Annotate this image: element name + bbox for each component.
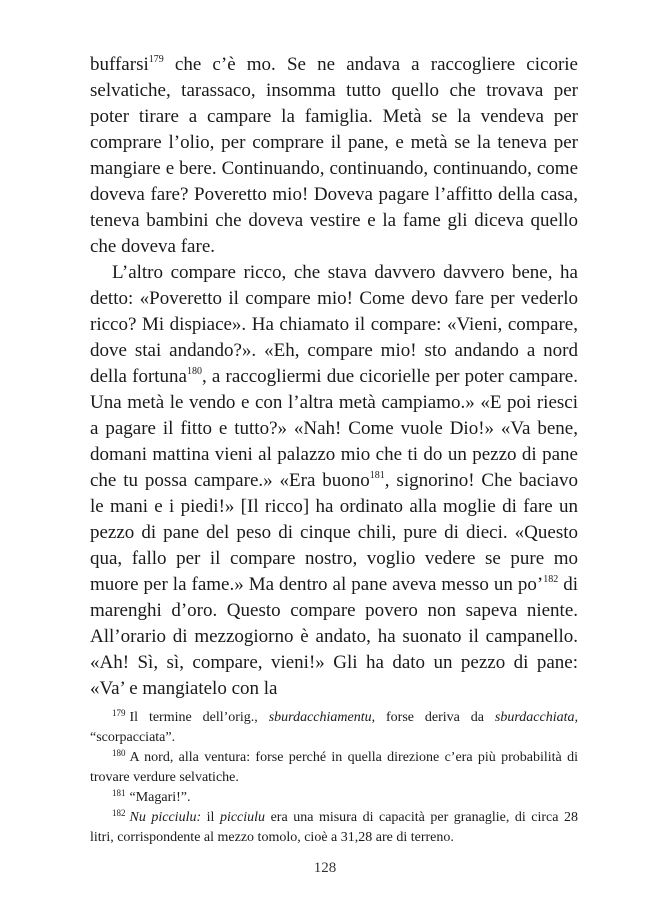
footnotes (90, 708, 578, 848)
footnote-text: A nord, alla ventura: forse perché in quella direzione c’era più probabilità di trovare verdure selvatiche. (90, 750, 578, 785)
footnote-text: , forse deriva da (371, 710, 495, 725)
footnote-ref-181[interactable]: 181 (369, 470, 385, 481)
footnote-number: 179 (112, 708, 126, 718)
text-segment: buffarsi (90, 54, 149, 75)
footnote-text: il (201, 810, 220, 825)
paragraph-2 (90, 260, 578, 702)
paragraph-1 (90, 52, 578, 260)
page-body (90, 52, 578, 702)
text-segment: L’altro compare ricco, che stava davvero davvero bene, ha detto: «Poveretto il compare mio! Come devo fare per vederlo ricco? Mi dispiace». Ha chiamato il compare: «Vieni, compare, dove stai andando?». «Eh, compare mio! sto andando a nord della fortuna (90, 262, 578, 387)
footnote-text: era una misura di capacità per granaglie, di circa 28 litri, corrispondente al mezzo tomolo, cioè a 31,28 are di terreno. (90, 810, 578, 845)
footnote-italic: Nu picciulu: (129, 810, 202, 825)
footnote-text: “scorpacciata”. (90, 730, 176, 745)
footnote-text: Il termine dell’orig., (129, 710, 269, 725)
footnote-number: 180 (112, 748, 126, 758)
footnote-italic: sburdacchiata, (494, 710, 578, 725)
footnote-ref-182[interactable]: 182 (543, 574, 559, 585)
text-segment: che c’è mo. Se ne andava a raccogliere cicorie selvatiche, tarassaco, insomma tutto quello che trovava per poter tirare a campare la famiglia. Metà se la vendeva per comprare l’olio, per comprare il pane, e metà se la teneva per mangiare e bere. Continuando, continuando, continuando, come doveva fare? Poveretto mio! Doveva pagare l’affitto della casa, teneva bambini che doveva vestire e la fame gli diceva quello che doveva fare. (90, 54, 578, 257)
footnote-182 (90, 808, 578, 848)
footnote-181 (90, 788, 578, 808)
footnote-ref-179[interactable]: 179 (148, 54, 164, 65)
footnote-italic: sburdacchiamentu (268, 710, 372, 725)
text-segment: , signorino! Che baciavo le mani e i piedi!» [Il ricco] ha ordinato alla moglie di fare un pezzo di pane del peso di cinque chili, pure di dieci. «Questo qua, fallo per il compare nostro, voglio vedere se pure mo muore per la fame.» Ma dentro al pane aveva messo un po’ (90, 470, 578, 595)
text-segment: di marenghi d’oro. Questo compare povero non sapeva niente. All’orario di mezzogiorno è andato, ha suonato il campanello. «Ah! Sì, sì, compare, vieni!» Gli ha dato un pezzo di pane: «Va’ e mangiatelo con la (90, 574, 578, 699)
page-number: 128 (313, 860, 337, 876)
footnote-ref-180[interactable]: 180 (186, 366, 202, 377)
footnote-text: “Magari!”. (129, 790, 191, 805)
text-segment: , a raccogliermi due cicorielle per poter campare. Una metà le vendo e con l’altra metà campiamo.» «E poi riesci a pagare il fitto e tutto?» «Nah! Come vuole Dio!» «Va bene, domani mattina vieni al palazzo mio che ti do un pezzo di pane che tu possa campare.» «Era buono (90, 366, 578, 491)
main-text (90, 52, 578, 702)
footnote-number: 182 (112, 808, 126, 818)
footnote-179 (90, 708, 578, 748)
footnote-180 (90, 748, 578, 788)
footnote-number: 181 (112, 788, 126, 798)
footnote-italic: picciulu (219, 810, 266, 825)
